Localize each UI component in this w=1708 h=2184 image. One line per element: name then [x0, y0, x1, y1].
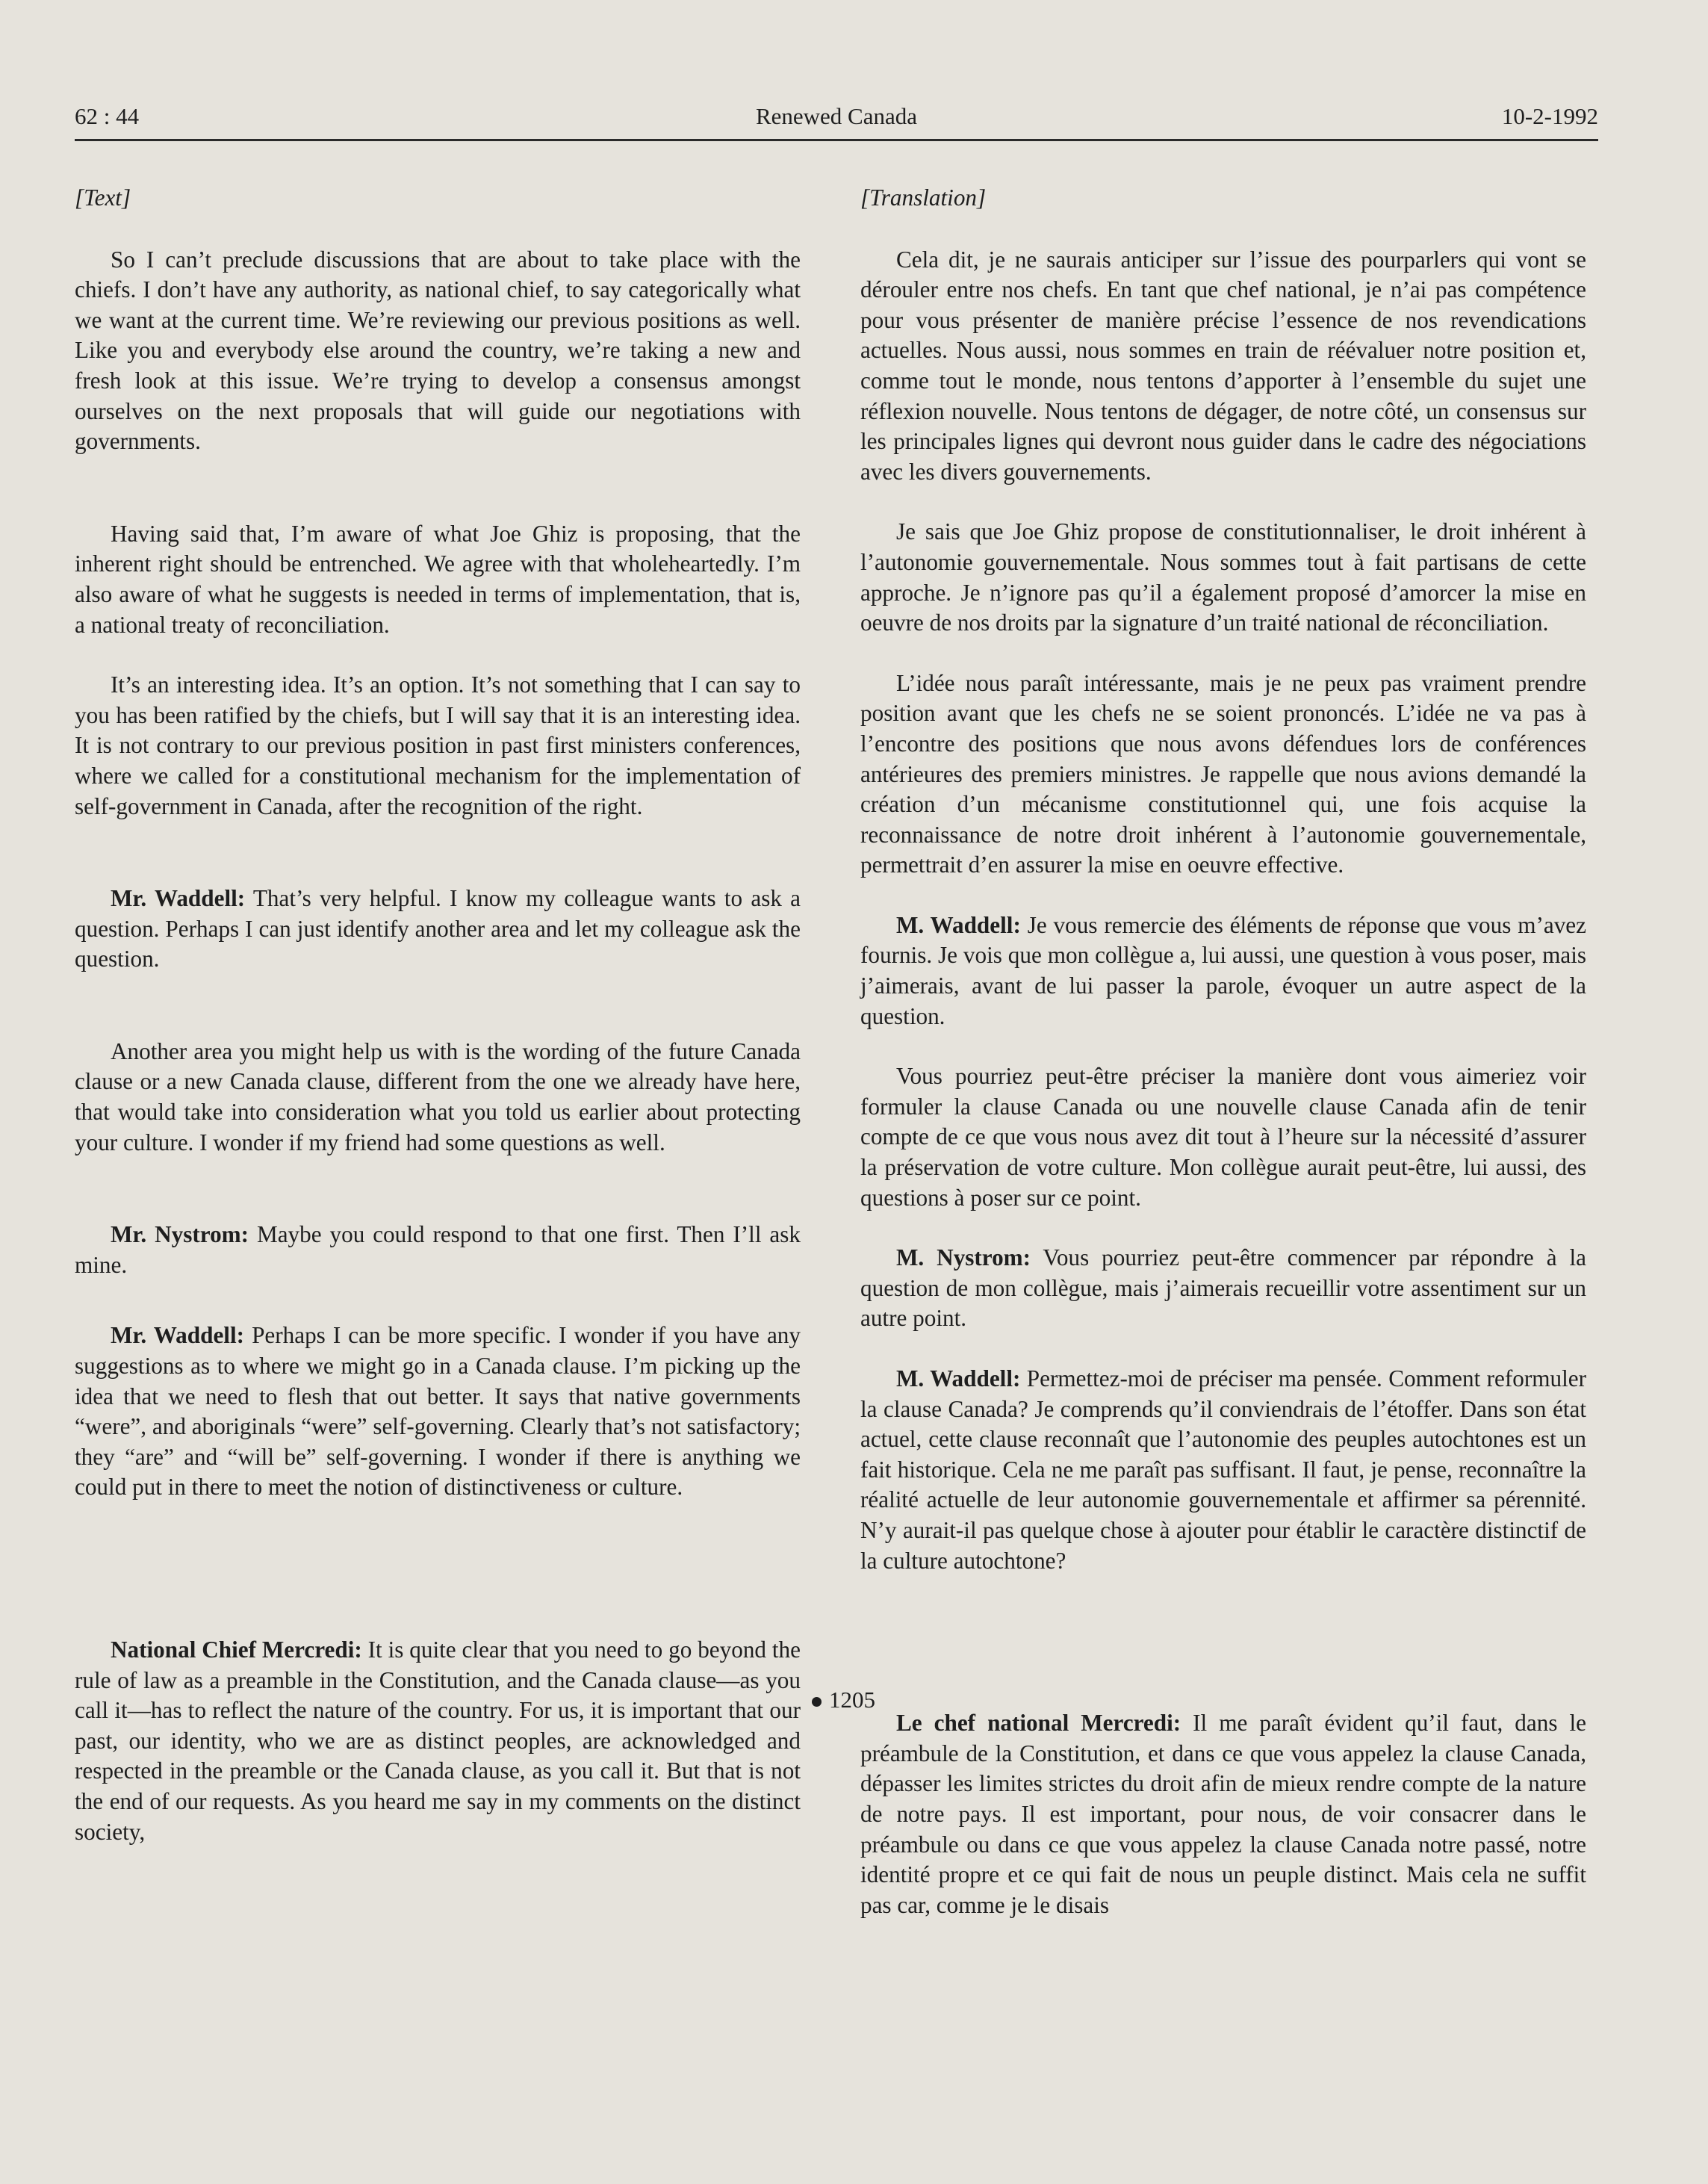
paragraph: Cela dit, je ne saurais anticiper sur l’issue des pourparlers qui vont se dérouler entre nos chefs. En tant que chef national, je n’ai pas compétence pour vous présenter de manière précise l’essence de nos revendications actuelles. Nous aussi, nous sommes en train de réévaluer notre position et, comme tout le monde, nous tentons d’apporter à l’ensemble du sujet une réflexion nouvelle. Nous tentons de dégager, de notre côté, un consensus sur les principales lignes qui devront nous guider dans le cadre des négociations avec les divers gouvernements. [860, 246, 1586, 485]
speech-mercredi: National Chief Mercredi: It is quite clear that you need to go beyond the rule of law as a preamble in the Constitution, and the Canada clause—as you call it—has to reflect the nature of the country. For us, it is important that our past, our identity, who we are as distinct peoples, are acknowledged and respected in the preamble or the Canada clause, as you call it. But that is not the end of our requests. As you heard me say in my comments on the distinct society, [75, 1637, 801, 1845]
paragraph: So I can’t preclude discussions that are about to take place with the chiefs. I don’t have any authority, as national chief, to say categorically what we want at the current time. We’re reviewing our previous positions as well. Like you and everybody else around the country, we’re taking a new and fresh look at this issue. We’re trying to develop a consensus amongst ourselves on the next proposals that will guide our negotiations with governments. [75, 246, 801, 455]
speaker-name: Mr. Waddell: [111, 885, 246, 912]
speaker-name: M. Waddell: [896, 911, 1021, 938]
speaker-name: National Chief Mercredi: [111, 1637, 362, 1663]
paragraph: Vous pourriez peut-être préciser la manière dont vous aimeriez voir formuler la clause Canada ou une nouvelle clause Canada afin de tenir compte de ce que vous nous avez dit tout à l’heure sur la nécessité d’assurer la préservation de votre culture. Mon collègue aurait peut-être, lui aussi, des questions à poser sur ce point. [860, 1063, 1586, 1211]
speech-mercredi: Le chef national Mercredi: Il me paraît évident qu’il faut, dans le préambule de la Constitution, et dans ce que vous appelez la clause Canada, dépasser les limites strictes du droit afin de mieux rendre compte de la nature de notre pays. Il est important, pour nous, de voir consacrer dans le préambule ou dans ce que vous appelez la clause Canada notre passé, notre identité propre et ce qui fait de nous un peuple distinct. Mais cela ne suffit pas car, comme je le disais [860, 1710, 1586, 1918]
french-column [860, 183, 1586, 1920]
page-number: 62 : 44 [75, 103, 140, 129]
speaker-name: Mr. Nystrom: [111, 1221, 249, 1248]
page-header [75, 103, 1598, 141]
bullet-icon [812, 1697, 822, 1707]
speech-waddell: Mr. Waddell: That’s very helpful. I know my colleague wants to ask a question. Perhaps I can just identify another area and let my colleague ask the question. [75, 885, 801, 972]
paragraph: Je sais que Joe Ghiz propose de constitutionnaliser, le droit inhérent à l’autonomie gouvernementale. Nous sommes tout à fait partisans de cette approche. Je n’ignore pas qu’il a également proposé d’amorcer la mise en oeuvre de nos droits par la signature d’un traité national de réconciliation. [860, 518, 1586, 636]
speaker-name: Mr. Waddell: [111, 1322, 245, 1349]
speech-nystrom: M. Nystrom: Vous pourriez peut-être commencer par répondre à la question de mon collègue, mais j’aimerais recueillir votre assentiment sur un autre point. [860, 1244, 1586, 1332]
column-label-translation: [Translation] [860, 184, 987, 211]
speech-waddell: M. Waddell: Permettez-moi de préciser ma pensée. Comment reformuler la clause Canada? Je comprends qu’il conviendrais de l’étoffer. Dans son état actuel, cette clause reconnaît que l’autonomie des peuples autochtones est un fait historique. Cela ne me paraît pas suffisant. Il faut, je pense, reconnaître la réalité actuelle de leur autonomie gouvernementale et affirmer sa pérennité. N’y aurait-il pas quelque chose à ajouter pour établir le caractère distinctif de la culture autochtone? [860, 1365, 1587, 1574]
running-title: Renewed Canada [755, 103, 918, 129]
speaker-name: M. Waddell: [896, 1365, 1021, 1392]
column-label-text: [Text] [75, 184, 131, 211]
speaker-name: M. Nystrom: [896, 1244, 1031, 1271]
paragraph: Another area you might help us with is the wording of the future Canada clause or a new Canada clause, different from the one we already have here, that would take into consideration what you told us earlier about protecting your culture. I wonder if my friend had some questions as well. [75, 1037, 801, 1155]
speech-waddell: Mr. Waddell: Perhaps I can be more specific. I wonder if you have any suggestions as to where we might go in a Canada clause. I’m picking up the idea that we need to flesh that out better. It says that native governments “were”, and aboriginals “were” self-governing. Clearly that’s not satisfactory; they “are” and “will be” self-governing. I wonder if there is anything we could put in there to meet the notion of distinctiveness or culture. [75, 1322, 801, 1501]
speech-nystrom: Mr. Nystrom: Maybe you could respond to that one first. Then I’ll ask mine. [75, 1221, 801, 1278]
paragraph: Having said that, I’m aware of what Joe Ghiz is proposing, that the inherent right should be entrenched. We agree with that wholeheartedly. I’m also aware of what he suggests is needed in terms of implementation, that is, a national treaty of reconciliation. [75, 520, 801, 638]
speaker-name: Le chef national Mercredi: [896, 1710, 1181, 1737]
paragraph: It’s an interesting idea. It’s an option. It’s not something that I can say to you has been ratified by the chiefs, but I will say that it is an interesting idea. It is not contrary to our previous position in past first ministers conferences, where we called for a constitutional mechanism for the implementation of self-government in Canada, after the recognition of the right. [75, 671, 801, 819]
sitting-date: 10-2-1992 [1501, 103, 1598, 129]
speech-waddell: M. Waddell: Je vous remercie des éléments de réponse que vous m’avez fournis. Je vois que mon collègue a, lui aussi, une question à vous poser, mais j’aimerais, avant de lui passer la parole, évoquer un autre aspect de la question. [860, 911, 1586, 1029]
english-column [75, 183, 801, 1847]
time-marker: 1205 [747, 1687, 875, 1713]
paragraph: L’idée nous paraît intéressante, mais je ne peux pas vraiment prendre position avant que les chefs ne se soient prononcés. L’idée ne va pas à l’encontre des positions que nous avons défendues lors de conférences antérieures des premiers ministres. Je rappelle que nous avions demandé la création d’un mécanisme constitutionnel qui, une fois acquise la reconnaissance de notre droit inhérent à l’autonomie gouvernementale, permettrait d’en assurer la mise en oeuvre effective. [860, 669, 1586, 878]
